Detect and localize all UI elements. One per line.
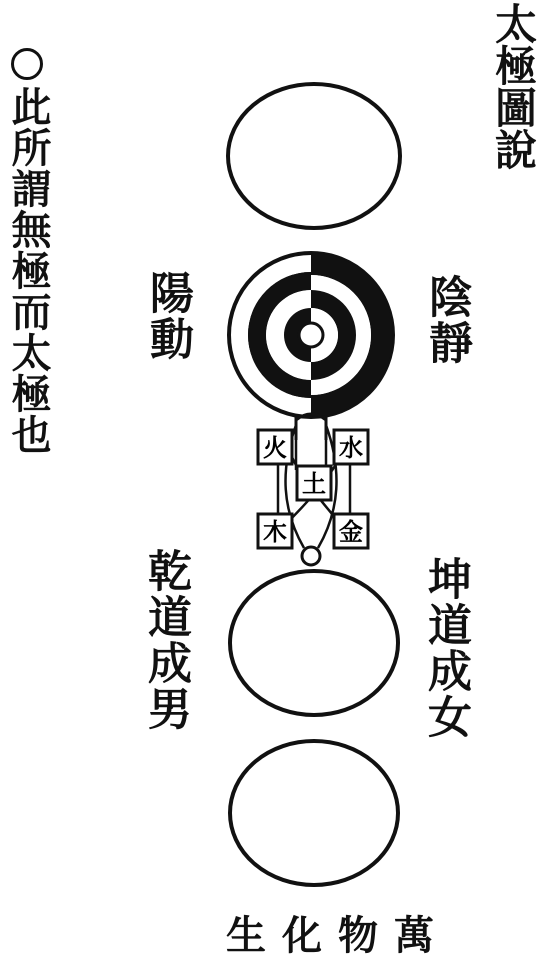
myriad-things-circle [230,741,398,885]
yin-stillness-label: 陰靜 [421,274,472,366]
yang-motion-label: 陽動 [142,270,193,362]
wuji-circle [228,84,400,228]
metal-label: 金 [339,517,363,546]
yin-yang-center [299,323,323,347]
fire-label: 火 [263,433,287,462]
union-small-circle [302,547,320,565]
diagram-title: 太極圖說 [489,2,538,170]
earth-label: 土 [302,469,326,498]
five-elements-stem [296,416,326,440]
water-label: 水 [339,433,363,462]
yin-yang-circle [229,253,393,417]
qian-label: 乾道成男 [140,548,191,732]
qian-kun-circle [230,571,398,715]
preface-text: 此所謂無極而太極也 [5,86,52,455]
bottom-caption: 萬物化生 [226,912,450,959]
wood-label: 木 [263,517,287,546]
kun-label: 坤道成女 [420,556,471,740]
